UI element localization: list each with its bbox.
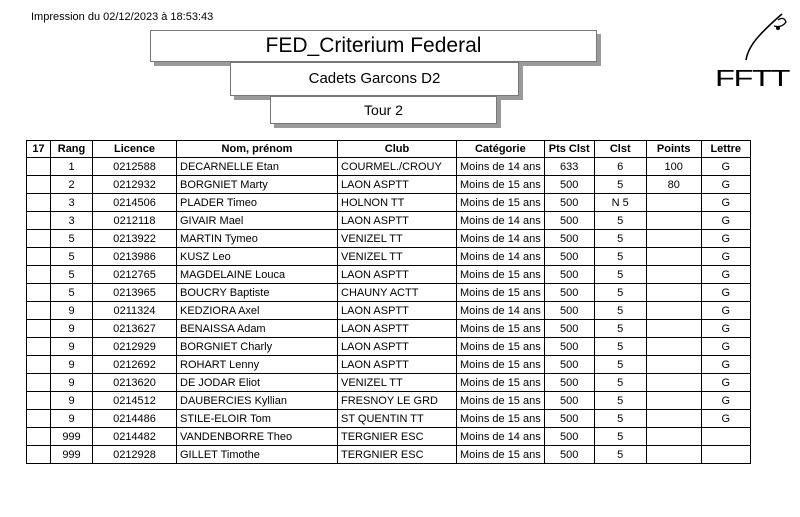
cell-pts-clst: 500 (544, 428, 594, 446)
cell-lettre: G (701, 374, 750, 392)
table-row (27, 356, 751, 374)
cell-pts-clst: 500 (544, 266, 594, 284)
column-header-lettre: Lettre (701, 141, 750, 158)
cell-nom: BENAISSA Adam (177, 320, 338, 338)
cell-club: LAON ASPTT (338, 176, 457, 194)
column-header-points: Points (646, 141, 701, 158)
cell-rang: 9 (51, 320, 93, 338)
column-header-rang: Rang (51, 141, 93, 158)
table-row (27, 446, 751, 464)
cell-blank (27, 284, 51, 302)
cell-nom: VANDENBORRE Theo (177, 428, 338, 446)
cell-club: LAON ASPTT (338, 266, 457, 284)
cell-nom: PLADER Timeo (177, 194, 338, 212)
cell-categorie: Moins de 15 ans (457, 194, 545, 212)
cell-blank (27, 320, 51, 338)
cell-licence: 0212118 (93, 212, 177, 230)
cell-blank (27, 374, 51, 392)
table-row (27, 374, 751, 392)
cell-club: HOLNON TT (338, 194, 457, 212)
cell-pts-clst: 500 (544, 320, 594, 338)
cell-categorie: Moins de 15 ans (457, 320, 545, 338)
cell-clst: 5 (594, 248, 646, 266)
cell-pts-clst: 500 (544, 356, 594, 374)
table-row (27, 248, 751, 266)
cell-categorie: Moins de 15 ans (457, 266, 545, 284)
cell-lettre: G (701, 338, 750, 356)
cell-club: FRESNOY LE GRD (338, 392, 457, 410)
cell-licence: 0212932 (93, 176, 177, 194)
table-row (27, 320, 751, 338)
cell-rang: 9 (51, 302, 93, 320)
cell-nom: ROHART Lenny (177, 356, 338, 374)
cell-lettre: G (701, 266, 750, 284)
cell-clst: 5 (594, 284, 646, 302)
column-header-pts-clst: Pts Clst (544, 141, 594, 158)
cell-clst: N 5 (594, 194, 646, 212)
table-row (27, 176, 751, 194)
cell-clst: 5 (594, 446, 646, 464)
cell-rang: 5 (51, 284, 93, 302)
cell-blank (27, 446, 51, 464)
cell-blank (27, 212, 51, 230)
cell-categorie: Moins de 14 ans (457, 212, 545, 230)
column-header-count: 17 (27, 141, 51, 158)
cell-blank (27, 158, 51, 176)
cell-clst: 5 (594, 302, 646, 320)
cell-nom: STILE-ELOIR Tom (177, 410, 338, 428)
table-row (27, 338, 751, 356)
cell-lettre: G (701, 176, 750, 194)
column-header-clst: Clst (594, 141, 646, 158)
cell-blank (27, 392, 51, 410)
column-header-categorie: Catégorie (457, 141, 545, 158)
cell-club: COURMEL./CROUY (338, 158, 457, 176)
competition-title: FED_Criterium Federal (150, 30, 597, 62)
cell-blank (27, 410, 51, 428)
cell-lettre: G (701, 410, 750, 428)
cell-points (646, 194, 701, 212)
cell-clst: 5 (594, 320, 646, 338)
cell-licence: 0212692 (93, 356, 177, 374)
cell-licence: 0214486 (93, 410, 177, 428)
cell-licence: 0214506 (93, 194, 177, 212)
cell-club: LAON ASPTT (338, 356, 457, 374)
fftt-logo (712, 8, 792, 88)
cell-pts-clst: 633 (544, 158, 594, 176)
cell-lettre: G (701, 320, 750, 338)
cell-clst: 5 (594, 230, 646, 248)
table-row (27, 194, 751, 212)
cell-categorie: Moins de 15 ans (457, 338, 545, 356)
cell-rang: 3 (51, 212, 93, 230)
cell-nom: DE JODAR Eliot (177, 374, 338, 392)
cell-rang: 999 (51, 428, 93, 446)
cell-licence: 0214512 (93, 392, 177, 410)
cell-licence: 0212928 (93, 446, 177, 464)
cell-points (646, 338, 701, 356)
cell-club: VENIZEL TT (338, 374, 457, 392)
cell-licence: 0213620 (93, 374, 177, 392)
cell-lettre: G (701, 356, 750, 374)
cell-points (646, 302, 701, 320)
cell-categorie: Moins de 15 ans (457, 446, 545, 464)
cell-clst: 5 (594, 410, 646, 428)
cell-lettre: G (701, 230, 750, 248)
cell-lettre: G (701, 302, 750, 320)
cell-licence: 0213965 (93, 284, 177, 302)
cell-points (646, 266, 701, 284)
cell-rang: 999 (51, 446, 93, 464)
cell-clst: 5 (594, 356, 646, 374)
cell-nom: GIVAIR Mael (177, 212, 338, 230)
table-row (27, 284, 751, 302)
cell-nom: BORGNIET Marty (177, 176, 338, 194)
cell-points (646, 410, 701, 428)
cell-pts-clst: 500 (544, 248, 594, 266)
cell-blank (27, 248, 51, 266)
table-row (27, 266, 751, 284)
round-title: Tour 2 (270, 96, 497, 124)
cell-categorie: Moins de 14 ans (457, 428, 545, 446)
cell-pts-clst: 500 (544, 410, 594, 428)
cell-categorie: Moins de 15 ans (457, 176, 545, 194)
cell-rang: 9 (51, 392, 93, 410)
cell-club: VENIZEL TT (338, 230, 457, 248)
cell-lettre: G (701, 212, 750, 230)
cell-pts-clst: 500 (544, 284, 594, 302)
cell-points (646, 248, 701, 266)
cell-club: CHAUNY ACTT (338, 284, 457, 302)
cell-club: TERGNIER ESC (338, 446, 457, 464)
cell-club: LAON ASPTT (338, 338, 457, 356)
cell-blank (27, 194, 51, 212)
cell-nom: KEDZIORA Axel (177, 302, 338, 320)
cell-club: LAON ASPTT (338, 302, 457, 320)
cell-points (646, 284, 701, 302)
cell-rang: 2 (51, 176, 93, 194)
results-table (26, 140, 751, 464)
table-row (27, 212, 751, 230)
fftt-logo-text: FFTT (715, 65, 791, 88)
print-date: Impression du 02/12/2023 à 18:53:43 (31, 11, 214, 23)
cell-lettre: G (701, 284, 750, 302)
cell-rang: 9 (51, 338, 93, 356)
cell-rang: 9 (51, 410, 93, 428)
cell-rang: 5 (51, 266, 93, 284)
cell-points (646, 392, 701, 410)
cell-nom: BORGNIET Charly (177, 338, 338, 356)
cell-clst: 5 (594, 374, 646, 392)
cell-pts-clst: 500 (544, 194, 594, 212)
column-header-licence: Licence (93, 141, 177, 158)
cell-categorie: Moins de 15 ans (457, 410, 545, 428)
cell-lettre (701, 446, 750, 464)
table-row (27, 392, 751, 410)
table-row (27, 428, 751, 446)
cell-categorie: Moins de 14 ans (457, 302, 545, 320)
cell-blank (27, 338, 51, 356)
cell-club: ST QUENTIN TT (338, 410, 457, 428)
cell-categorie: Moins de 15 ans (457, 356, 545, 374)
table-row (27, 410, 751, 428)
cell-nom: DAUBERCIES Kyllian (177, 392, 338, 410)
cell-lettre: G (701, 248, 750, 266)
cell-pts-clst: 500 (544, 176, 594, 194)
cell-club: TERGNIER ESC (338, 428, 457, 446)
cell-points (646, 356, 701, 374)
cell-categorie: Moins de 15 ans (457, 374, 545, 392)
table-row (27, 302, 751, 320)
cell-clst: 5 (594, 212, 646, 230)
cell-categorie: Moins de 14 ans (457, 230, 545, 248)
cell-licence: 0212929 (93, 338, 177, 356)
cell-nom: GILLET Timothe (177, 446, 338, 464)
cell-clst: 5 (594, 338, 646, 356)
cell-categorie: Moins de 14 ans (457, 248, 545, 266)
cell-categorie: Moins de 15 ans (457, 392, 545, 410)
cell-blank (27, 266, 51, 284)
cell-blank (27, 428, 51, 446)
cell-licence: 0212765 (93, 266, 177, 284)
cell-clst: 5 (594, 176, 646, 194)
cell-clst: 5 (594, 428, 646, 446)
cell-points (646, 230, 701, 248)
cell-points (646, 212, 701, 230)
cell-nom: DECARNELLE Etan (177, 158, 338, 176)
cell-licence: 0214482 (93, 428, 177, 446)
table-row (27, 230, 751, 248)
cell-categorie: Moins de 15 ans (457, 284, 545, 302)
cell-lettre: G (701, 392, 750, 410)
cell-pts-clst: 500 (544, 302, 594, 320)
cell-blank (27, 302, 51, 320)
cell-lettre: G (701, 194, 750, 212)
cell-pts-clst: 500 (544, 374, 594, 392)
cell-blank (27, 176, 51, 194)
cell-points (646, 446, 701, 464)
cell-categorie: Moins de 14 ans (457, 158, 545, 176)
cell-licence: 0211324 (93, 302, 177, 320)
cell-lettre: G (701, 158, 750, 176)
cell-licence: 0212588 (93, 158, 177, 176)
cell-rang: 5 (51, 230, 93, 248)
cell-club: LAON ASPTT (338, 320, 457, 338)
cell-points: 100 (646, 158, 701, 176)
cell-licence: 0213627 (93, 320, 177, 338)
cell-rang: 1 (51, 158, 93, 176)
table-header-row (27, 141, 751, 158)
cell-clst: 5 (594, 392, 646, 410)
category-title: Cadets Garcons D2 (230, 62, 519, 96)
cell-points: 80 (646, 176, 701, 194)
cell-points (646, 428, 701, 446)
cell-club: VENIZEL TT (338, 248, 457, 266)
column-header-club: Club (338, 141, 457, 158)
cell-nom: BOUCRY Baptiste (177, 284, 338, 302)
cell-blank (27, 356, 51, 374)
table-row (27, 158, 751, 176)
cell-nom: MARTIN Tymeo (177, 230, 338, 248)
cell-rang: 9 (51, 356, 93, 374)
cell-lettre (701, 428, 750, 446)
cell-nom: KUSZ Leo (177, 248, 338, 266)
cell-points (646, 374, 701, 392)
cell-nom: MAGDELAINE Louca (177, 266, 338, 284)
cell-licence: 0213986 (93, 248, 177, 266)
cell-clst: 5 (594, 266, 646, 284)
cell-points (646, 320, 701, 338)
cell-blank (27, 230, 51, 248)
cell-rang: 3 (51, 194, 93, 212)
cell-pts-clst: 500 (544, 446, 594, 464)
cell-clst: 6 (594, 158, 646, 176)
cell-rang: 9 (51, 374, 93, 392)
cell-pts-clst: 500 (544, 392, 594, 410)
cell-pts-clst: 500 (544, 230, 594, 248)
cell-pts-clst: 500 (544, 212, 594, 230)
column-header-nom: Nom, prénom (177, 141, 338, 158)
cell-licence: 0213922 (93, 230, 177, 248)
cell-rang: 5 (51, 248, 93, 266)
cell-club: LAON ASPTT (338, 212, 457, 230)
cell-pts-clst: 500 (544, 338, 594, 356)
